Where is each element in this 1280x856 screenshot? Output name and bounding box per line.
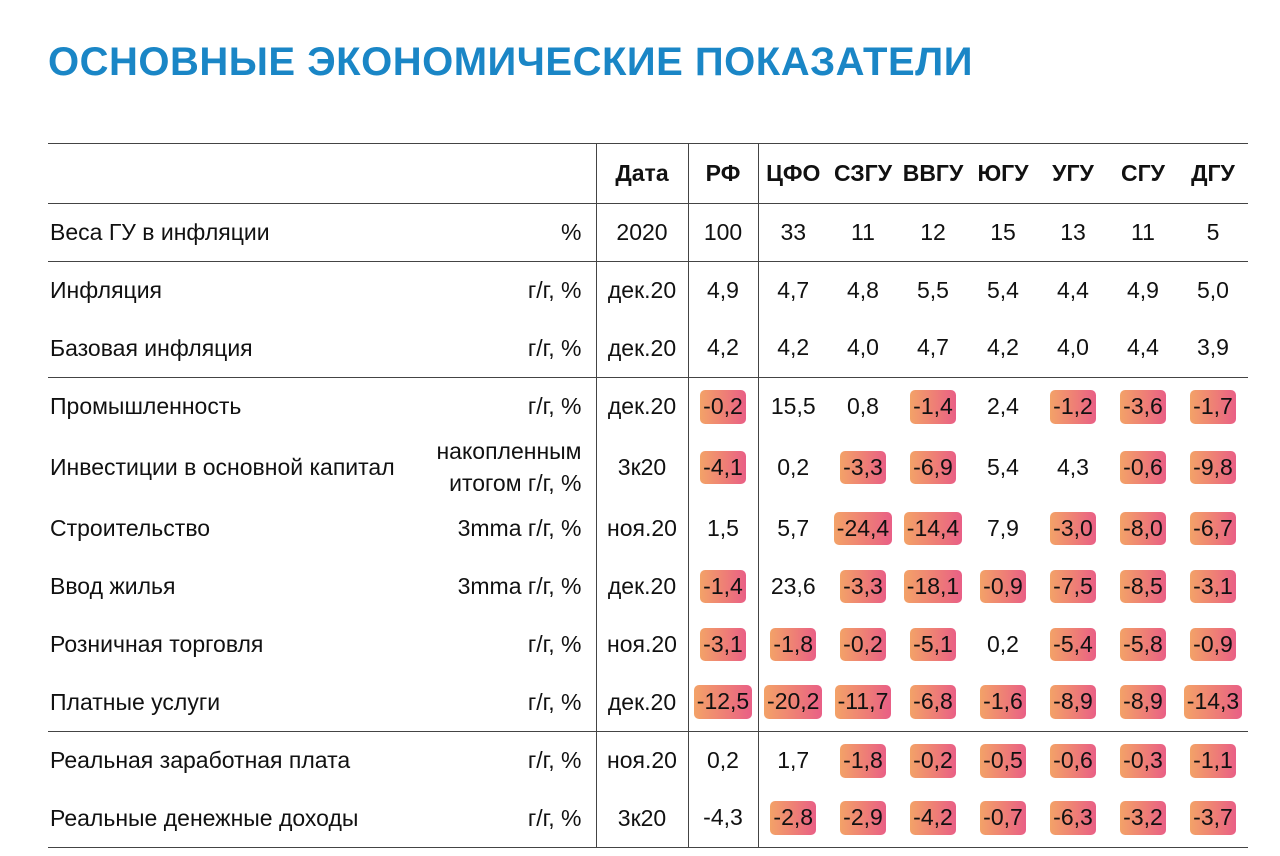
value: 5,0 bbox=[1197, 276, 1229, 303]
highlighted-value: -7,5 bbox=[1050, 570, 1096, 604]
value-cell bbox=[758, 790, 828, 848]
value: 0,2 bbox=[777, 453, 810, 480]
value-cell bbox=[828, 378, 898, 436]
highlighted-value: -1,7 bbox=[1190, 390, 1236, 424]
value-cell bbox=[898, 500, 968, 558]
value-cell bbox=[688, 558, 758, 616]
value-cell bbox=[1178, 378, 1248, 436]
highlighted-value: -0,6 bbox=[1050, 744, 1096, 778]
highlighted-value: -14,4 bbox=[904, 512, 962, 546]
value-cell bbox=[898, 790, 968, 848]
header-region-dgu: ДГУ bbox=[1178, 144, 1248, 204]
highlighted-value: -3,7 bbox=[1190, 801, 1236, 835]
highlighted-value: -0,9 bbox=[980, 570, 1026, 604]
value-cell bbox=[1108, 790, 1178, 848]
value-cell bbox=[688, 204, 758, 262]
value-cell bbox=[898, 378, 968, 436]
value: 5,4 bbox=[987, 453, 1019, 480]
value-cell bbox=[828, 500, 898, 558]
indicator-name: Ввод жилья bbox=[50, 572, 176, 599]
indicator-unit: г/г, % bbox=[418, 790, 596, 848]
value-cell bbox=[688, 616, 758, 674]
value-cell bbox=[1178, 262, 1248, 320]
value-cell bbox=[828, 558, 898, 616]
value: 0,8 bbox=[847, 392, 879, 419]
highlighted-value: -1,4 bbox=[700, 570, 746, 604]
indicator-date: дек.20 bbox=[596, 378, 688, 436]
indicator-date: дек.20 bbox=[596, 262, 688, 320]
value-cell bbox=[688, 320, 758, 378]
value: 100 bbox=[703, 218, 743, 245]
highlighted-value: -2,9 bbox=[840, 801, 886, 835]
value-cell bbox=[968, 262, 1038, 320]
value-cell bbox=[968, 558, 1038, 616]
highlighted-value: -0,3 bbox=[1120, 744, 1166, 778]
value: 5 bbox=[1206, 218, 1220, 245]
value-cell bbox=[1038, 732, 1108, 790]
table-row bbox=[48, 732, 1248, 790]
value-cell bbox=[1108, 262, 1178, 320]
value-cell bbox=[688, 378, 758, 436]
value-cell bbox=[688, 732, 758, 790]
indicator-unit: г/г, % bbox=[418, 616, 596, 674]
indicator-date: ноя.20 bbox=[596, 732, 688, 790]
value-cell bbox=[1108, 500, 1178, 558]
value-cell bbox=[1108, 320, 1178, 378]
highlighted-value: -2,8 bbox=[770, 801, 816, 835]
header-unit-cell bbox=[418, 144, 596, 204]
value-cell bbox=[828, 436, 898, 500]
highlighted-value: -3,1 bbox=[1190, 570, 1236, 604]
value-cell bbox=[1178, 790, 1248, 848]
value-cell bbox=[1178, 732, 1248, 790]
value-cell bbox=[1038, 436, 1108, 500]
highlighted-value: -6,8 bbox=[910, 685, 956, 719]
value-cell bbox=[1038, 262, 1108, 320]
value-cell bbox=[898, 204, 968, 262]
value: -4,3 bbox=[703, 804, 743, 831]
indicator-unit: г/г, % bbox=[418, 262, 596, 320]
header-region-rf: РФ bbox=[688, 144, 758, 204]
highlighted-value: -14,3 bbox=[1184, 685, 1242, 719]
header-region-cfo: ЦФО bbox=[758, 144, 828, 204]
value-cell bbox=[758, 732, 828, 790]
value-cell bbox=[688, 500, 758, 558]
value-cell bbox=[968, 732, 1038, 790]
indicator-unit: г/г, % bbox=[418, 378, 596, 436]
highlighted-value: -3,0 bbox=[1050, 512, 1096, 546]
highlighted-value: -1,8 bbox=[770, 628, 816, 662]
indicator-unit: 3mma г/г, % bbox=[418, 558, 596, 616]
value-cell bbox=[898, 320, 968, 378]
table-row bbox=[48, 790, 1248, 848]
indicator-name: Инвестиции в основной капитал bbox=[50, 453, 395, 480]
value-cell bbox=[898, 558, 968, 616]
table-row bbox=[48, 436, 1248, 500]
value-cell bbox=[898, 732, 968, 790]
value-cell bbox=[968, 790, 1038, 848]
indicator-name: Платные услуги bbox=[50, 688, 221, 715]
value-cell bbox=[1178, 436, 1248, 500]
highlighted-value: -3,3 bbox=[840, 451, 886, 485]
value-cell bbox=[968, 378, 1038, 436]
value-cell bbox=[1038, 204, 1108, 262]
value-cell bbox=[1108, 558, 1178, 616]
value: 3,9 bbox=[1197, 334, 1229, 361]
value-cell bbox=[1108, 204, 1178, 262]
value-cell bbox=[828, 790, 898, 848]
table-row bbox=[48, 616, 1248, 674]
value: 4,9 bbox=[707, 276, 739, 303]
value-cell bbox=[688, 790, 758, 848]
indicator-unit: 3mma г/г, % bbox=[418, 500, 596, 558]
highlighted-value: -18,1 bbox=[904, 570, 962, 604]
value-cell bbox=[828, 262, 898, 320]
highlighted-value: -4,1 bbox=[700, 451, 746, 485]
value-cell bbox=[758, 204, 828, 262]
value-cell bbox=[1038, 558, 1108, 616]
value-cell bbox=[1038, 674, 1108, 732]
value-cell bbox=[968, 616, 1038, 674]
highlighted-value: -12,5 bbox=[694, 685, 752, 719]
value: 4,7 bbox=[917, 334, 949, 361]
highlighted-value: -0,2 bbox=[700, 390, 746, 424]
highlighted-value: -3,2 bbox=[1120, 801, 1166, 835]
value: 4,8 bbox=[847, 276, 879, 303]
indicator-name: Реальные денежные доходы bbox=[48, 790, 418, 848]
value: 13 bbox=[1060, 218, 1086, 245]
value: 4,4 bbox=[1127, 334, 1159, 361]
highlighted-value: -1,2 bbox=[1050, 390, 1096, 424]
value: 4,0 bbox=[1057, 334, 1089, 361]
highlighted-value: -1,8 bbox=[840, 744, 886, 778]
value: 4,7 bbox=[777, 276, 810, 303]
indicator-date: дек.20 bbox=[596, 320, 688, 378]
value-cell bbox=[1178, 674, 1248, 732]
highlighted-value: -8,0 bbox=[1120, 512, 1166, 546]
value-cell bbox=[1178, 320, 1248, 378]
indicator-name: Веса ГУ в инфляции bbox=[50, 218, 270, 245]
highlighted-value: -5,1 bbox=[910, 628, 956, 662]
page-title: ОСНОВНЫЕ ЭКОНОМИЧЕСКИЕ ПОКАЗАТЕЛИ bbox=[48, 40, 973, 84]
value-cell bbox=[898, 616, 968, 674]
indicator-name: Инфляция bbox=[48, 262, 418, 320]
header-region-sgu: СГУ bbox=[1108, 144, 1178, 204]
value-cell bbox=[828, 732, 898, 790]
highlighted-value: -3,6 bbox=[1120, 390, 1166, 424]
value: 15,5 bbox=[770, 392, 816, 419]
indicator-date: 3к20 bbox=[596, 436, 688, 500]
indicator-date: дек.20 bbox=[596, 674, 688, 732]
indicator-unit: % bbox=[418, 204, 596, 262]
table-row bbox=[48, 262, 1248, 320]
value-cell bbox=[758, 262, 828, 320]
value-cell bbox=[828, 320, 898, 378]
highlighted-value: -6,7 bbox=[1190, 512, 1236, 546]
indicator-name: Розничная торговля bbox=[50, 630, 264, 657]
indicator-name: Строительство bbox=[50, 514, 211, 541]
value-cell bbox=[758, 320, 828, 378]
highlighted-value: -1,1 bbox=[1190, 744, 1236, 778]
table-row bbox=[48, 204, 1248, 262]
value-cell bbox=[828, 616, 898, 674]
value-cell bbox=[1038, 320, 1108, 378]
header-region-vvgu: ВВГУ bbox=[898, 144, 968, 204]
value-cell bbox=[758, 558, 828, 616]
value: 4,9 bbox=[1127, 276, 1159, 303]
value: 7,9 bbox=[987, 514, 1019, 541]
header-name-cell bbox=[48, 144, 418, 204]
highlighted-value: -0,2 bbox=[910, 744, 956, 778]
indicator-date: ноя.20 bbox=[596, 500, 688, 558]
value-cell bbox=[1178, 558, 1248, 616]
value-cell bbox=[1178, 500, 1248, 558]
value-cell bbox=[968, 436, 1038, 500]
highlighted-value: -3,3 bbox=[840, 570, 886, 604]
indicator-date: 2020 bbox=[596, 204, 688, 262]
value: 5,4 bbox=[987, 276, 1019, 303]
value: 1,5 bbox=[707, 514, 739, 541]
header-region-yugu: ЮГУ bbox=[968, 144, 1038, 204]
highlighted-value: -0,2 bbox=[840, 628, 886, 662]
value-cell bbox=[898, 674, 968, 732]
economic-indicators-table bbox=[48, 143, 1248, 848]
value: 15 bbox=[990, 218, 1016, 245]
value: 4,3 bbox=[1057, 453, 1089, 480]
highlighted-value: -8,5 bbox=[1120, 570, 1166, 604]
value: 5,7 bbox=[777, 514, 810, 541]
value-cell bbox=[758, 378, 828, 436]
indicator-date: 3к20 bbox=[596, 790, 688, 848]
indicator-name: Базовая инфляция bbox=[50, 334, 253, 361]
value-cell bbox=[1178, 204, 1248, 262]
value-cell bbox=[758, 674, 828, 732]
value-cell bbox=[1038, 378, 1108, 436]
value-cell bbox=[1108, 732, 1178, 790]
value-cell bbox=[1178, 616, 1248, 674]
highlighted-value: -0,9 bbox=[1190, 628, 1236, 662]
table-row bbox=[48, 500, 1248, 558]
indicator-unit: г/г, % bbox=[418, 320, 596, 378]
value: 0,2 bbox=[707, 746, 739, 773]
value-cell bbox=[1108, 674, 1178, 732]
value: 11 bbox=[851, 218, 875, 245]
value-cell bbox=[968, 204, 1038, 262]
value: 0,2 bbox=[987, 630, 1019, 657]
indicator-date: дек.20 bbox=[596, 558, 688, 616]
highlighted-value: -11,7 bbox=[835, 685, 892, 719]
value-cell bbox=[1108, 616, 1178, 674]
value-cell bbox=[1108, 436, 1178, 500]
highlighted-value: -8,9 bbox=[1050, 685, 1096, 719]
indicator-unit: г/г, % bbox=[418, 732, 596, 790]
value-cell bbox=[758, 436, 828, 500]
value: 1,7 bbox=[777, 746, 810, 773]
highlighted-value: -3,1 bbox=[700, 628, 746, 662]
highlighted-value: -1,4 bbox=[910, 390, 956, 424]
value-cell bbox=[688, 262, 758, 320]
highlighted-value: -5,8 bbox=[1120, 628, 1166, 662]
value-cell bbox=[758, 616, 828, 674]
indicator-unit: накопленным итогом г/г, % bbox=[418, 436, 596, 500]
value-cell bbox=[968, 320, 1038, 378]
highlighted-value: -0,6 bbox=[1120, 451, 1166, 485]
value-cell bbox=[1038, 790, 1108, 848]
value-cell bbox=[688, 674, 758, 732]
table-header-row bbox=[48, 144, 1248, 204]
indicator-unit: г/г, % bbox=[418, 674, 596, 732]
value: 33 bbox=[780, 218, 807, 245]
value: 23,6 bbox=[770, 572, 816, 599]
highlighted-value: -6,3 bbox=[1050, 801, 1096, 835]
value: 2,4 bbox=[987, 392, 1019, 419]
highlighted-value: -4,2 bbox=[910, 801, 956, 835]
value: 12 bbox=[920, 218, 946, 245]
value: 4,4 bbox=[1057, 276, 1089, 303]
table-row bbox=[48, 674, 1248, 732]
table-row bbox=[48, 320, 1248, 378]
table-row bbox=[48, 558, 1248, 616]
value: 4,2 bbox=[777, 334, 810, 361]
indicator-date: ноя.20 bbox=[596, 616, 688, 674]
value: 4,2 bbox=[987, 334, 1019, 361]
value: 5,5 bbox=[917, 276, 949, 303]
highlighted-value: -6,9 bbox=[910, 451, 956, 485]
value-cell bbox=[968, 674, 1038, 732]
table-row bbox=[48, 378, 1248, 436]
value-cell bbox=[968, 500, 1038, 558]
highlighted-value: -20,2 bbox=[764, 685, 822, 719]
value-cell bbox=[828, 674, 898, 732]
value-cell bbox=[828, 204, 898, 262]
header-date: Дата bbox=[596, 144, 688, 204]
highlighted-value: -5,4 bbox=[1050, 628, 1096, 662]
value-cell bbox=[1038, 616, 1108, 674]
value-cell bbox=[758, 500, 828, 558]
indicator-name: Реальная заработная плата bbox=[48, 732, 418, 790]
value: 4,2 bbox=[707, 334, 739, 361]
highlighted-value: -0,5 bbox=[980, 744, 1026, 778]
highlighted-value: -1,6 bbox=[980, 685, 1026, 719]
value-cell bbox=[898, 436, 968, 500]
value: 11 bbox=[1131, 218, 1155, 245]
value-cell bbox=[1038, 500, 1108, 558]
highlighted-value: -24,4 bbox=[834, 512, 892, 546]
value-cell bbox=[688, 436, 758, 500]
header-region-ugu: УГУ bbox=[1038, 144, 1108, 204]
value: 4,0 bbox=[847, 334, 879, 361]
highlighted-value: -9,8 bbox=[1190, 451, 1236, 485]
header-region-szgu: СЗГУ bbox=[828, 144, 898, 204]
value-cell bbox=[1108, 378, 1178, 436]
value-cell bbox=[898, 262, 968, 320]
highlighted-value: -8,9 bbox=[1120, 685, 1166, 719]
indicator-name: Промышленность bbox=[48, 378, 418, 436]
highlighted-value: -0,7 bbox=[980, 801, 1026, 835]
